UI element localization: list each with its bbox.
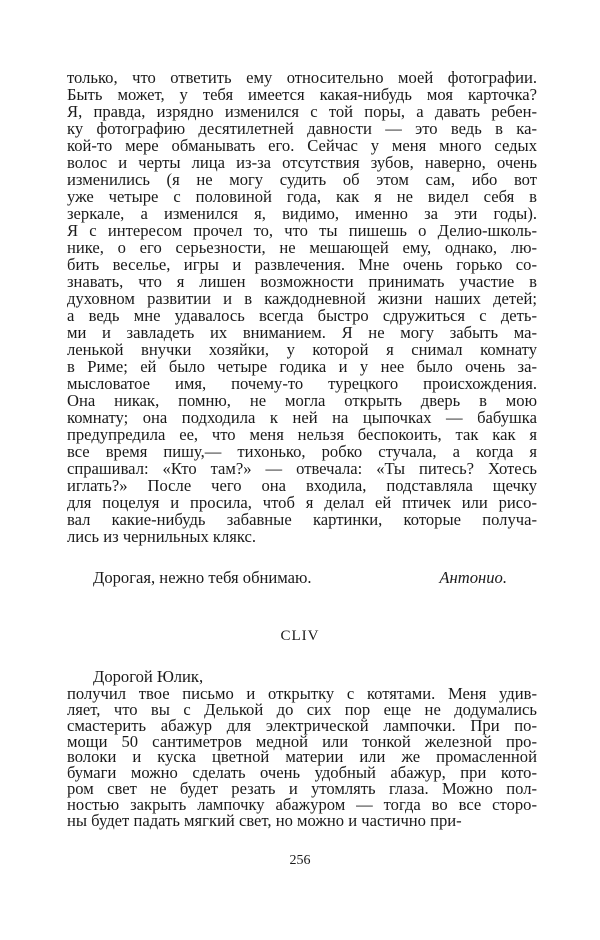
text-line: изменились (я не могу судить об этом сам, ибо вот [67, 170, 537, 189]
text-line: спрашивал: «Кто там?» — отвечала: «Ты питесь? Хотесь [67, 459, 537, 478]
text-line: бить веселье, игры и развлечения. Мне очень горько со- [67, 255, 537, 274]
text-line: Она никак, помню, не могла открыть дверь в мою [67, 391, 537, 410]
text-line: зеркале, а изменился я, видимо, именно за эти годы). [67, 204, 537, 223]
text-line: лись из чернильных клякс. [67, 527, 257, 546]
text-line: все время пишу,— тихонько, робко стучала, а когда я [67, 442, 537, 461]
text-line: кой-то мере обманывать его. Сейчас у меня много седых [67, 136, 537, 155]
text-line: волос и черты лица из-за отсутствия зубов, наверно, очень [67, 153, 537, 172]
closing-text: Дорогая, нежно тебя обнимаю. [93, 568, 312, 587]
text-line: получил твое письмо и открытку с котятами. Меня удив- [67, 684, 537, 703]
text-line: в Риме; ей было четыре годика и у нее было очень за- [67, 357, 537, 376]
text-line: бумаги можно сделать очень удобный абажур, при кото- [67, 763, 537, 783]
text-line: а ведь мне удавалось всегда быстро сдружиться с деть- [67, 306, 537, 325]
text-line: ленькой внучки хозяйки, у которой я снимал комнату [67, 340, 537, 359]
text-line: волоки и куска цветной материи или же промасленной [67, 747, 537, 767]
letter-number-heading: CLIV [280, 628, 320, 644]
text-line: комнату; она подходила к ней на цыпочках — бабушка [67, 408, 537, 427]
text-line: вал какие-нибудь забавные картинки, которые получа- [67, 510, 537, 529]
text-line: Я с интересом прочел то, что ты пишешь о Делио-школь- [67, 221, 537, 240]
letter-closing [93, 569, 537, 587]
text-line: для поцелуя и просила, чтоб я делал ей птичек или рисо- [67, 493, 537, 512]
text-line: уже четыре с половиной года, как я не видел себя в [67, 187, 537, 206]
text-line: нике, о его серьезности, не мешающей ему, однако, лю- [67, 238, 537, 257]
text-line: предупредила ее, что меня нельзя беспокоить, так как я [67, 425, 537, 444]
letter-continued-body [67, 69, 537, 545]
text-line: ны будет падать мягкий свет, но можно и частично при- [67, 810, 462, 830]
text-line: Я, правда, изрядно изменился с той поры, а давать ребен- [67, 102, 537, 121]
text-line: духовном развитии и в каждодневной жизни наших детей; [67, 289, 537, 308]
text-line: мощи 50 сантиметров медной или тонкой железной про- [67, 731, 537, 751]
text-line: ми и завладеть их вниманием. Я не могу забыть ма- [67, 323, 537, 342]
salutation: Дорогой Юлик, [93, 667, 204, 686]
text-line: знавать, что я лишен возможности принимать участие в [67, 272, 537, 291]
text-line: смастерить абажур для электрической лампочки. При по- [67, 715, 537, 735]
text-line: ностью закрыть лампочку абажуром — тогда во все сторо- [67, 794, 537, 814]
text-line: ром свет не будет резать и утомлять глаза. Можно пол- [67, 779, 537, 799]
text-line: ку фотографию десятилетней давности — это ведь в ка- [67, 119, 537, 138]
text-line: мысловатое имя, почему-то турецкого происхождения. [67, 374, 537, 393]
text-line: иглать?» После чего она входила, подставляла щечку [67, 476, 537, 495]
signature: Антонио. [439, 568, 507, 587]
page-number: 256 [289, 853, 311, 868]
text-line: ляет, что вы с Делькой до сих пор еще не додумались [67, 699, 537, 719]
text-line: Быть может, у тебя имеется какая-нибудь моя карточка? [67, 85, 537, 104]
new-letter-body [67, 686, 537, 829]
text-line: только, что ответить ему относительно моей фотографии. [67, 68, 537, 87]
